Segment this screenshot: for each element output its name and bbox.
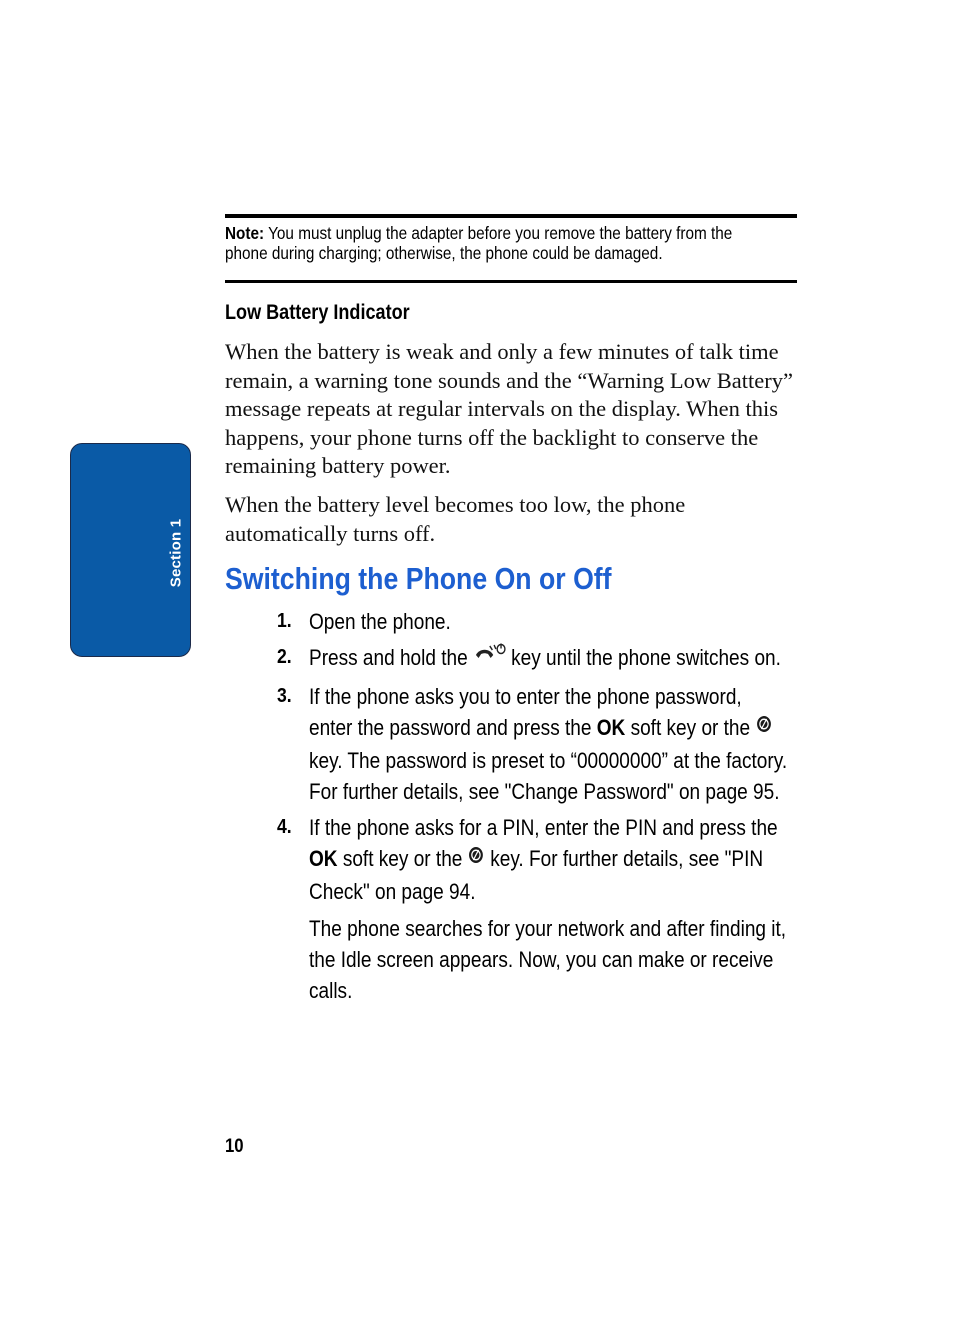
step-4-followup: The phone searches for your network and after finding it, the Idle screen appears. Now, you can make or receive calls. [309,916,787,1003]
step-3-text-part-3: key. The password is preset to “00000000” at the factory. For further details, see "Change Password" on page 95. [309,747,788,804]
ok-center-key-icon [755,711,772,742]
note-label: Note: [225,223,265,243]
step-3-text-part-1: If the phone asks you to enter the phone password, enter the password and press the [309,684,742,740]
ok-center-key-icon [468,842,485,873]
step-2-text-after: key until the phone switches on. [505,645,781,670]
low-battery-paragraph-1: When the battery is weak and only a few minutes of talk time remain, a warning tone sounds and the “Warning Low Battery” message repeats at regular intervals on the display. When this happens, your phone turns off the backlight to conserve the remaining battery power. [225,339,794,478]
note-text: You must unplug the adapter before you remove the battery from the phone during charging; otherwise, the phone could be damaged. [225,223,733,263]
step-4-number: 4. [277,816,292,838]
step-3-text [309,681,789,807]
section-tab-label: Section 1 [167,518,185,588]
note [225,223,750,263]
step-1-number: 1. [277,610,292,632]
step-4-text [309,812,789,907]
step-2-text [309,642,789,675]
step-2-text-before: Press and hold the [309,645,473,670]
low-battery-heading: Low Battery Indicator [225,301,410,324]
ok-softkey-label: OK [596,715,626,740]
note-bottom-rule [225,280,797,283]
low-battery-paragraph-2: When the battery level becomes too low, the phone automatically turns off. [225,492,686,546]
step-4-text-part-3: key. For further details, see "PIN Check" on page 94. [309,846,764,904]
end-power-key-icon [473,641,506,672]
switching-heading: Switching the Phone On or Off [225,561,612,596]
step-1-text: Open the phone. [309,609,451,634]
ok-softkey-label: OK [309,846,338,871]
step-3-text-part-2: soft key or the [625,715,756,740]
step-2-number: 2. [277,646,292,668]
step-4-text-part-1: If the phone asks for a PIN, enter the PIN and press the [309,815,778,840]
step-4-text-part-2: soft key or the [337,846,468,871]
note-top-rule [225,214,797,218]
step-3-number: 3. [277,685,292,707]
page-number: 10 [225,1136,244,1157]
